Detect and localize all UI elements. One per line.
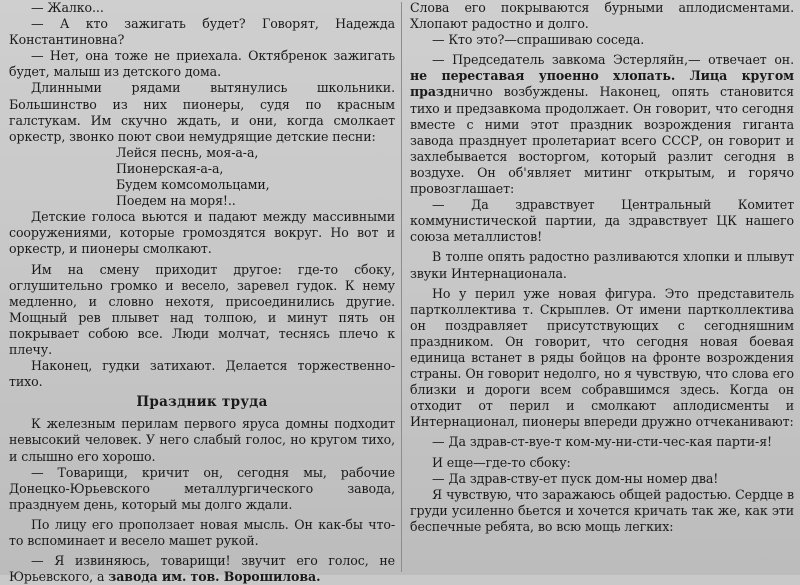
paragraph: Наконец, гудки затихают. Делается торжественно-тихо. (9, 358, 395, 390)
paragraph: — Товарищи, кричит он, сегодня мы, рабочие Донецко-Юрьевского металлургического завода, празднуем день, который мы долго ждали. (9, 464, 395, 512)
paragraph: — Кто это?—спрашиваю соседа. (432, 32, 645, 48)
paragraph: — Да здрав-ству-ет пуск дом-ны номер два! (432, 470, 719, 486)
paragraph: К железным перилам первого яруса домны подходит невысокий человек. У него слабый голос, но кругом тихо, и слышно его хорошо. (9, 416, 395, 464)
paragraph: — Нет, она тоже не приехала. Октябренок зажигать будет, малыш из детского дома. (9, 48, 395, 80)
column-divider (401, 2, 402, 572)
paragraph-bold-text: не переставая упоенно хлопать. Лица кругом празд (410, 68, 794, 100)
paragraph (9, 553, 395, 585)
paragraph: — Да здрав-ст-вуе-т ком-му-ни-сти-чес-кая парти-я! (432, 434, 773, 450)
paragraph-text: нично возбуждены. Наконец, опять становится тихо и предзавкома продолжает. Он говорит, что сегодня вместе с ними этот праздник возрождения гиганта завода празднует пролетариат всего СССР, он говорит и захлебывается восторгом, который разлит сегодня в воздухе. Он об'являет митинг открытым, и горячо провозглашает: (410, 84, 794, 197)
paragraph: Детские голоса вьются и падают между массивными сооружениями, которые громоздятся вокруг. Но вот и оркестр, и пионеры смолкают. (9, 209, 395, 257)
song-verse (116, 145, 395, 209)
verse-line: Лейся песнь, моя-а-а, (116, 144, 259, 160)
paragraph-text: — Председатель завкома Эстерляйн,— отвечает он. (432, 52, 794, 68)
paragraph: И еще—где-то сбоку: (432, 454, 571, 470)
paragraph-bold-text: завода им. тов. Ворошилова. (108, 569, 321, 585)
paragraph: Я чувствую, что заражаюсь общей радостью. Сердце в груди усиленно бьется и хочется кричать так же, как эти беспечные ребята, во всю мощь легких: (410, 486, 794, 534)
right-column (410, 0, 794, 535)
section-heading: Праздник труда (136, 394, 268, 411)
paragraph-text: — Я извиняюсь, товарищи! звучит его голос, не Юрьевского, а (9, 553, 395, 585)
paragraph: Слова его покрываются бурными аплодисментами. Хлопают радостно и долго. (410, 0, 794, 32)
paragraph: — А кто зажигать будет? Говорят, Надежда Константиновна? (9, 16, 395, 48)
paragraph: Но у перил уже новая фигура. Это представитель партколлектива т. Скрыплев. От имени партколлектива он поздравляет присутствующих с сегодняшним праздником. Он говорит, что сегодня новая боевая единица встанет в ряды бойцов на фронте возрождения страны. Он говорит недолго, но я чувствую, что слова его близки и дороги всем собравшимся здесь. Когда он отходит от перил и смолкают аплодисменты и Интернационал, пионеры впереди дружно отчеканивают: (410, 285, 794, 430)
paragraph: В толпе опять радостно разливаются хлопки и плывут звуки Интернационала. (410, 249, 794, 281)
verse-line: Поедем на моря!.. (116, 193, 236, 209)
paragraph: Им на смену приходит другое: где-то сбоку, оглушительно громко и весело, заревел гудок. К нему медленно, и словно нехотя, присоединились другие. Мощный рев плывет над толпою, и минут пять он покрывает собою все. Люди молчат, теснясь плечо к плечу. (9, 261, 395, 357)
paragraph: — Жалко... (31, 0, 104, 15)
paragraph: По лицу его проползает новая мысль. Он как-бы что-то вспоминает и весело машет рукой. (9, 516, 395, 548)
left-column (9, 0, 395, 585)
verse-line: Пионерская-а-а, (116, 160, 224, 176)
paragraph: Длинными рядами вытянулись школьники. Большинство из них пионеры, судя по красным галстукам. Им скучно ждать, и они, когда смолкает оркестр, звонко поют свои немудрящие детские песни: (9, 80, 395, 144)
paragraph: — Да здравствует Центральный Комитет коммунистической партии, да здравствует ЦК нашего союза металлистов! (410, 197, 794, 245)
verse-line: Будем комсомольцами, (116, 177, 270, 193)
paragraph (410, 52, 794, 197)
